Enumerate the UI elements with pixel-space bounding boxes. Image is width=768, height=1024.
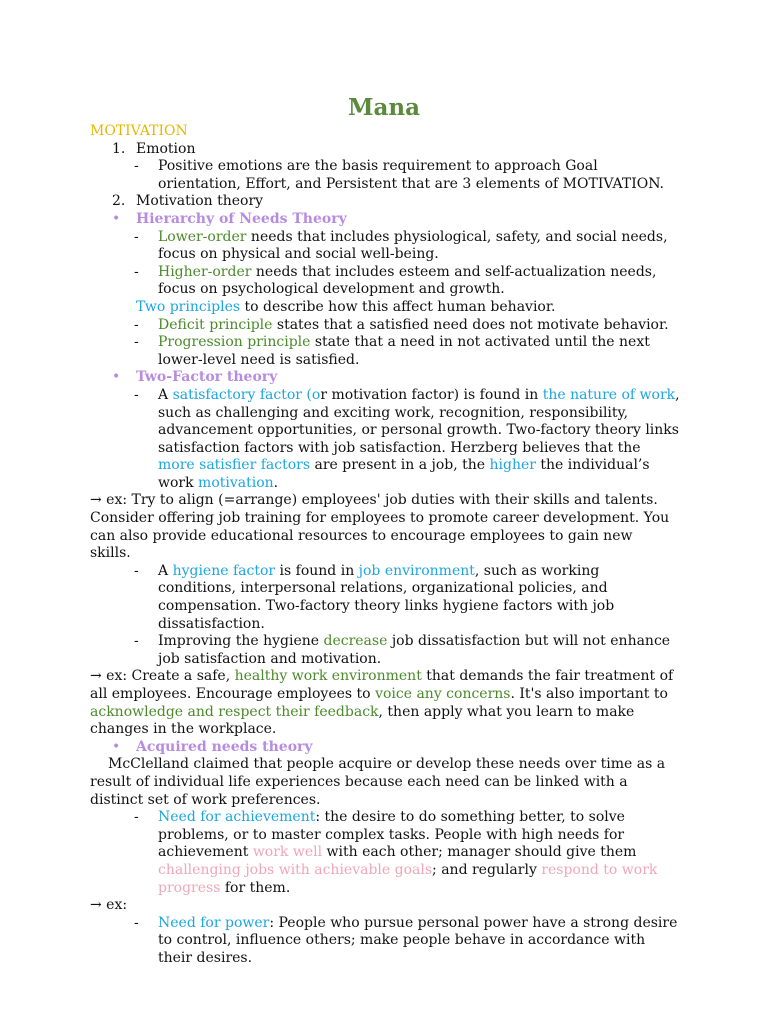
- dash-item-satisfactory-factor: [0, 387, 768, 493]
- dash-text: : People who pursue personal power have a strong desire to control, influence others; make people behave in accordance with their desires.: [158, 914, 678, 966]
- dash-text: , such as working conditions, interpersonal relations, organizational policies, and compensation. Two-factory theory links hygiene factors with job dissatisfaction.: [158, 562, 615, 632]
- numbered-item-motivation-theory: [0, 193, 768, 211]
- term-decrease: decrease: [323, 633, 388, 650]
- page-title: Mana: [348, 94, 420, 121]
- term-higher: higher: [489, 457, 536, 474]
- dash-item-higher-order: [0, 264, 768, 299]
- term-higher-order: Higher-order: [158, 263, 252, 280]
- dash-item-progression: [0, 334, 768, 369]
- dash-text: r motivation factor) is found in: [320, 386, 543, 403]
- term-acknowledge-feedback: acknowledge and respect their feedback: [90, 703, 379, 720]
- dash-text: needs that includes esteem and self-actualization needs, focus on psychological development and growth.: [158, 263, 657, 298]
- dash-item-need-for-power: [0, 915, 768, 968]
- dash-text: A: [158, 386, 173, 403]
- dash-text: needs that includes physiological, safety, and social needs, focus on physical and social well-being.: [158, 228, 668, 263]
- para-text: → ex: Create a safe,: [90, 668, 235, 685]
- dash-text: states that a satisfied need does not motivate behavior.: [272, 316, 669, 333]
- dash-text: , such as challenging and exciting work, recognition, responsibility, advancement opportunities, or personal growth. Two-factory theory links satisfaction factors with job satisfaction. Herzberg believes that the: [158, 386, 680, 456]
- term-satisfactory-factor: satisfactory factor (o: [172, 386, 321, 403]
- dash-item-positive-emotions: [0, 158, 768, 193]
- term-healthy-work-environment: healthy work environment: [234, 668, 422, 685]
- term-work-well: work well: [252, 844, 323, 861]
- bullet-text: Hierarchy of Needs Theory: [136, 210, 347, 227]
- item-label: Motivation theory: [136, 193, 264, 210]
- dash-text: job dissatisfaction but will not enhance job satisfaction and motivation.: [158, 633, 671, 667]
- dash-item-improving-hygiene: [0, 633, 768, 668]
- example-paragraph-align: → ex: Try to align (=arrange) employees' job duties with their skills and talents. Consider offering job training for employees to promote career development. You can also provide educational resources to encourage employees to gain new skills.: [90, 492, 670, 562]
- dash-text: are present in a job, the: [310, 457, 490, 474]
- numbered-item-emotion: [0, 141, 768, 159]
- dash-text: : the desire to do something better, to solve problems, or to master complex tasks. People with high needs for achievement: [158, 809, 625, 861]
- dash-marker: -: [134, 316, 139, 333]
- item-number: 2.: [112, 193, 126, 210]
- dash-marker: -: [134, 633, 139, 650]
- mcclelland-paragraph: McClelland claimed that people acquire or develop these needs over time as a result of individual life experiences because each need can be linked with a distinct set of work preferences.: [90, 756, 666, 808]
- bullet-hierarchy-of-needs: [0, 211, 768, 229]
- dash-text: A: [158, 562, 173, 579]
- term-more-satisfier-factors: more satisfier factors: [158, 457, 311, 474]
- term-lower-order: Lower-order: [158, 228, 247, 245]
- example-paragraph-safe-environment: [0, 668, 768, 738]
- bullet-marker: •: [112, 210, 121, 227]
- dash-marker: -: [134, 914, 139, 931]
- term-motivation: motivation: [198, 474, 274, 491]
- dash-marker: -: [134, 263, 139, 280]
- para-text: , then apply what you learn to make changes in the workplace.: [90, 703, 635, 738]
- bullet-marker: •: [112, 738, 121, 755]
- dash-item-hygiene-factor: [0, 563, 768, 633]
- bullet-text: Acquired needs theory: [136, 738, 313, 755]
- term-need-for-achievement: Need for achievement: [158, 809, 316, 826]
- bullet-text: Two-Factor theory: [136, 369, 278, 386]
- section-heading: MOTIVATION: [90, 123, 188, 139]
- term-need-for-power: Need for power: [158, 914, 270, 931]
- term-progression-principle: Progression principle: [158, 334, 311, 351]
- bullet-two-factor: [0, 369, 768, 387]
- dash-text: Improving the hygiene: [158, 633, 324, 650]
- example-label: → ex:: [90, 897, 128, 914]
- dash-text: the individual’s work: [158, 457, 650, 491]
- dash-marker: -: [134, 562, 139, 579]
- para-text: that demands the fair treatment of all employees. Encourage employees to: [90, 668, 674, 702]
- term-nature-of-work: the nature of work: [542, 386, 676, 403]
- dash-marker: -: [134, 228, 139, 245]
- bullet-acquired-needs: [0, 739, 768, 757]
- dash-text: is found in: [275, 562, 359, 579]
- term-job-environment: job environment: [358, 562, 475, 579]
- term-voice-any-concerns: voice any concerns: [375, 686, 511, 702]
- two-principles-line: [0, 299, 768, 317]
- dash-marker: -: [134, 158, 139, 175]
- dash-marker: -: [134, 334, 139, 351]
- dash-item-lower-order: [0, 229, 768, 264]
- dash-text: state that a need in not activated until the next lower-level need is satisfied.: [158, 334, 650, 368]
- term-two-principles: Two principles: [136, 298, 241, 315]
- dash-item-deficit: [0, 317, 768, 335]
- dash-text: .: [273, 474, 279, 491]
- term-respond-to-work-progress: respond to work progress: [158, 861, 658, 896]
- dash-text: with each other; manager should give them: [322, 844, 637, 861]
- para-text: . It's also important to: [510, 686, 668, 702]
- term-deficit-principle: Deficit principle: [158, 316, 273, 333]
- item-label: Emotion: [136, 140, 196, 157]
- line-text: to describe how this affect human behavior.: [240, 298, 556, 315]
- item-number: 1.: [112, 140, 126, 157]
- dash-text: Positive emotions are the basis requirement to approach Goal orientation, Effort, and Persistent that are 3 elements of MOTIVATION.: [158, 158, 665, 192]
- dash-text: ; and regularly: [432, 861, 542, 878]
- dash-marker: -: [134, 809, 139, 826]
- dash-item-need-for-achievement: [0, 809, 768, 897]
- dash-marker: -: [134, 386, 139, 403]
- term-challenging-jobs: challenging jobs with achievable goals: [158, 861, 433, 878]
- term-hygiene-factor: hygiene factor: [172, 562, 276, 579]
- dash-text: for them.: [220, 879, 291, 896]
- bullet-marker: •: [112, 369, 121, 386]
